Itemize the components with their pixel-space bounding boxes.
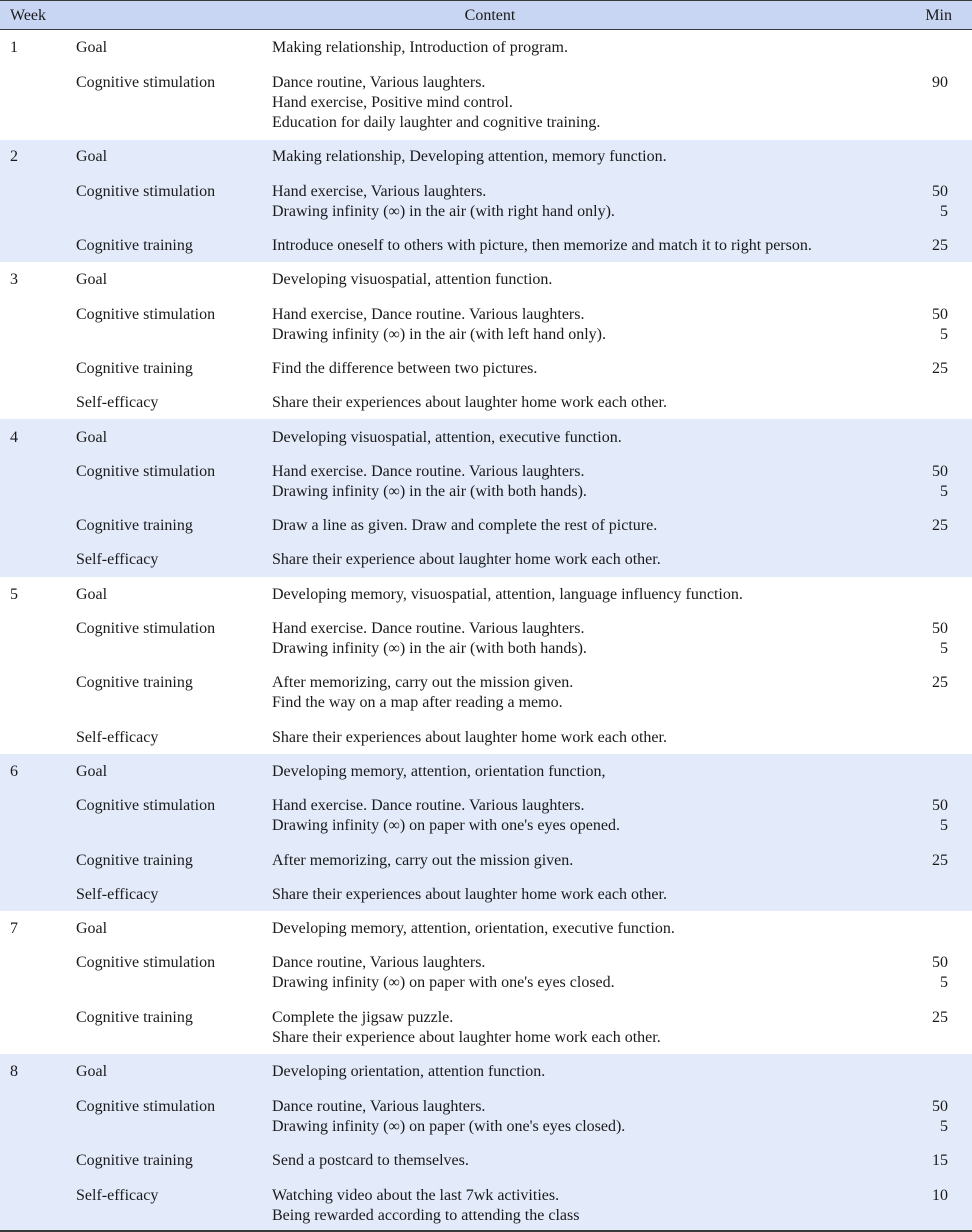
week-block <box>0 1054 972 1230</box>
row-content <box>272 885 912 905</box>
row-category: Goal <box>76 920 108 937</box>
row-minutes <box>932 1008 948 1028</box>
content-line: Making relationship, Developing attention, memory function. <box>272 148 667 165</box>
row-category: Self-efficacy <box>76 886 159 903</box>
minutes-value: 25 <box>932 1009 948 1026</box>
content-line: Complete the jigsaw puzzle. <box>272 1009 454 1026</box>
row-minutes <box>932 359 948 379</box>
row-content <box>272 73 912 133</box>
minutes-value: 50 <box>932 1098 948 1115</box>
header-min: Min <box>925 7 952 24</box>
minutes-value: 25 <box>932 360 948 377</box>
content-line: Drawing infinity (∞) on paper (with one's eyes closed). <box>272 1118 626 1135</box>
minutes-value: 50 <box>932 183 948 200</box>
content-line: Drawing infinity (∞) in the air (with both hands). <box>272 640 587 657</box>
content-line: Share their experience about laughter home work each other. <box>272 1029 661 1046</box>
week-number: 7 <box>10 920 18 937</box>
content-line: Dance routine, Various laughters. <box>272 954 486 971</box>
week-number: 6 <box>10 763 18 780</box>
row-content <box>272 619 912 659</box>
row-minutes <box>932 851 948 871</box>
content-line: Share their experiences about laughter home work each other. <box>272 394 667 411</box>
row-content <box>272 147 912 167</box>
content-line: Hand exercise, Various laughters. <box>272 183 487 200</box>
row-minutes <box>932 236 948 256</box>
row-category: Goal <box>76 39 108 56</box>
content-line: After memorizing, carry out the mission given. <box>272 674 574 691</box>
minutes-value: 5 <box>940 974 948 991</box>
row-content <box>272 673 912 713</box>
row-content <box>272 359 912 379</box>
row-content <box>272 762 912 782</box>
row-category: Cognitive stimulation <box>76 183 216 200</box>
row-minutes <box>932 619 948 659</box>
row-content <box>272 462 912 502</box>
minutes-value: 25 <box>932 674 948 691</box>
row-content <box>272 1062 912 1082</box>
content-line: Dance routine, Various laughters. <box>272 74 486 91</box>
row-content <box>272 1151 912 1171</box>
row-category: Self-efficacy <box>76 551 159 568</box>
minutes-value: 5 <box>940 640 948 657</box>
content-line: Introduce oneself to others with picture, then memorize and match it to right person. <box>272 237 812 254</box>
header-content: Content <box>464 7 516 24</box>
row-category: Cognitive training <box>76 237 193 254</box>
header-week: Week <box>10 7 47 24</box>
row-content <box>272 585 912 605</box>
row-category: Self-efficacy <box>76 729 159 746</box>
minutes-value: 90 <box>932 74 948 91</box>
content-line: Dance routine, Various laughters. <box>272 1098 486 1115</box>
row-category: Goal <box>76 1063 108 1080</box>
content-line: Share their experience about laughter home work each other. <box>272 551 661 568</box>
row-content <box>272 305 912 345</box>
row-category: Cognitive training <box>76 852 193 869</box>
row-minutes <box>932 953 948 993</box>
week-block <box>0 577 972 754</box>
content-line: Draw a line as given. Draw and complete the rest of picture. <box>272 517 658 534</box>
row-category: Cognitive training <box>76 517 193 534</box>
minutes-value: 5 <box>940 326 948 343</box>
minutes-value: 50 <box>932 620 948 637</box>
row-content <box>272 919 912 939</box>
content-line: Hand exercise. Dance routine. Various laughters. <box>272 463 585 480</box>
row-content <box>272 270 912 290</box>
row-minutes <box>932 73 948 93</box>
row-category: Cognitive training <box>76 1009 193 1026</box>
minutes-value: 5 <box>940 483 948 500</box>
week-block <box>0 140 972 262</box>
row-minutes <box>932 1186 948 1206</box>
row-category: Cognitive training <box>76 674 193 691</box>
week-block <box>0 754 972 911</box>
week-number: 3 <box>10 271 18 288</box>
row-content <box>272 728 912 748</box>
week-number: 5 <box>10 586 18 603</box>
content-line: Drawing infinity (∞) on paper with one's eyes closed. <box>272 974 615 991</box>
row-minutes <box>932 1097 948 1137</box>
content-line: Hand exercise, Dance routine. Various laughters. <box>272 306 585 323</box>
row-content <box>272 1186 912 1226</box>
row-category: Cognitive stimulation <box>76 954 216 971</box>
content-line: Developing visuospatial, attention function. <box>272 271 553 288</box>
week-block <box>0 262 972 419</box>
minutes-value: 50 <box>932 306 948 323</box>
row-category: Cognitive stimulation <box>76 306 216 323</box>
content-line: Drawing infinity (∞) in the air (with right hand only). <box>272 203 615 220</box>
content-line: Hand exercise, Positive mind control. <box>272 94 513 111</box>
content-line: Developing visuospatial, attention, executive function. <box>272 429 622 446</box>
week-number: 2 <box>10 148 18 165</box>
minutes-value: 25 <box>932 852 948 869</box>
content-line: Developing memory, attention, orientation, executive function. <box>272 920 675 937</box>
content-line: Find the way on a map after reading a memo. <box>272 694 563 711</box>
row-content <box>272 393 912 413</box>
content-line: Developing orientation, attention function. <box>272 1063 546 1080</box>
content-line: Developing memory, attention, orientation function, <box>272 763 606 780</box>
row-content <box>272 1008 912 1048</box>
content-line: After memorizing, carry out the mission given. <box>272 852 574 869</box>
minutes-value: 25 <box>932 517 948 534</box>
content-line: Being rewarded according to attending the class <box>272 1207 580 1224</box>
row-content <box>272 851 912 871</box>
row-category: Self-efficacy <box>76 1187 159 1204</box>
content-line: Send a postcard to themselves. <box>272 1152 469 1169</box>
row-category: Cognitive training <box>76 1152 193 1169</box>
row-content <box>272 182 912 222</box>
row-content <box>272 428 912 448</box>
minutes-value: 50 <box>932 463 948 480</box>
row-content <box>272 796 912 836</box>
row-category: Goal <box>76 271 108 288</box>
row-minutes <box>932 305 948 345</box>
row-category: Cognitive stimulation <box>76 620 216 637</box>
row-minutes <box>932 462 948 502</box>
row-content <box>272 38 912 58</box>
content-line: Find the difference between two pictures. <box>272 360 538 377</box>
row-category: Cognitive stimulation <box>76 1098 216 1115</box>
week-number: 4 <box>10 429 18 446</box>
row-content <box>272 236 912 256</box>
row-category: Self-efficacy <box>76 394 159 411</box>
content-line: Drawing infinity (∞) in the air (with left hand only). <box>272 326 606 343</box>
row-minutes <box>932 1151 948 1171</box>
row-content <box>272 1097 912 1137</box>
table-header <box>0 0 972 30</box>
row-category: Cognitive stimulation <box>76 74 216 91</box>
row-category: Cognitive stimulation <box>76 797 216 814</box>
row-category: Cognitive stimulation <box>76 463 216 480</box>
content-line: Developing memory, visuospatial, attention, language influency function. <box>272 586 743 603</box>
content-line: Watching video about the last 7wk activities. <box>272 1187 560 1204</box>
row-category: Goal <box>76 429 108 446</box>
row-category: Goal <box>76 763 108 780</box>
content-line: Drawing infinity (∞) on paper with one's eyes opened. <box>272 817 620 834</box>
content-line: Hand exercise. Dance routine. Various laughters. <box>272 797 585 814</box>
row-minutes <box>932 796 948 836</box>
row-minutes <box>932 516 948 536</box>
minutes-value: 5 <box>940 817 948 834</box>
content-line: Hand exercise. Dance routine. Various laughters. <box>272 620 585 637</box>
content-line: Share their experiences about laughter home work each other. <box>272 729 667 746</box>
week-block <box>0 911 972 1054</box>
row-content <box>272 516 912 536</box>
minutes-value: 15 <box>932 1152 948 1169</box>
row-minutes <box>932 673 948 693</box>
content-line: Share their experiences about laughter home work each other. <box>272 886 667 903</box>
week-block <box>0 30 972 140</box>
row-category: Goal <box>76 148 108 165</box>
content-line: Education for daily laughter and cognitive training. <box>272 114 601 131</box>
minutes-value: 5 <box>940 203 948 220</box>
row-category: Goal <box>76 586 108 603</box>
content-line: Drawing infinity (∞) in the air (with both hands). <box>272 483 587 500</box>
minutes-value: 5 <box>940 1118 948 1135</box>
row-content <box>272 953 912 993</box>
row-minutes <box>932 182 948 222</box>
minutes-value: 50 <box>932 954 948 971</box>
minutes-value: 50 <box>932 797 948 814</box>
week-block <box>0 419 972 577</box>
row-content <box>272 550 912 570</box>
week-number: 1 <box>10 39 18 56</box>
week-number: 8 <box>10 1063 18 1080</box>
row-category: Cognitive training <box>76 360 193 377</box>
minutes-value: 25 <box>932 237 948 254</box>
minutes-value: 10 <box>932 1187 948 1204</box>
content-line: Making relationship, Introduction of program. <box>272 39 568 56</box>
